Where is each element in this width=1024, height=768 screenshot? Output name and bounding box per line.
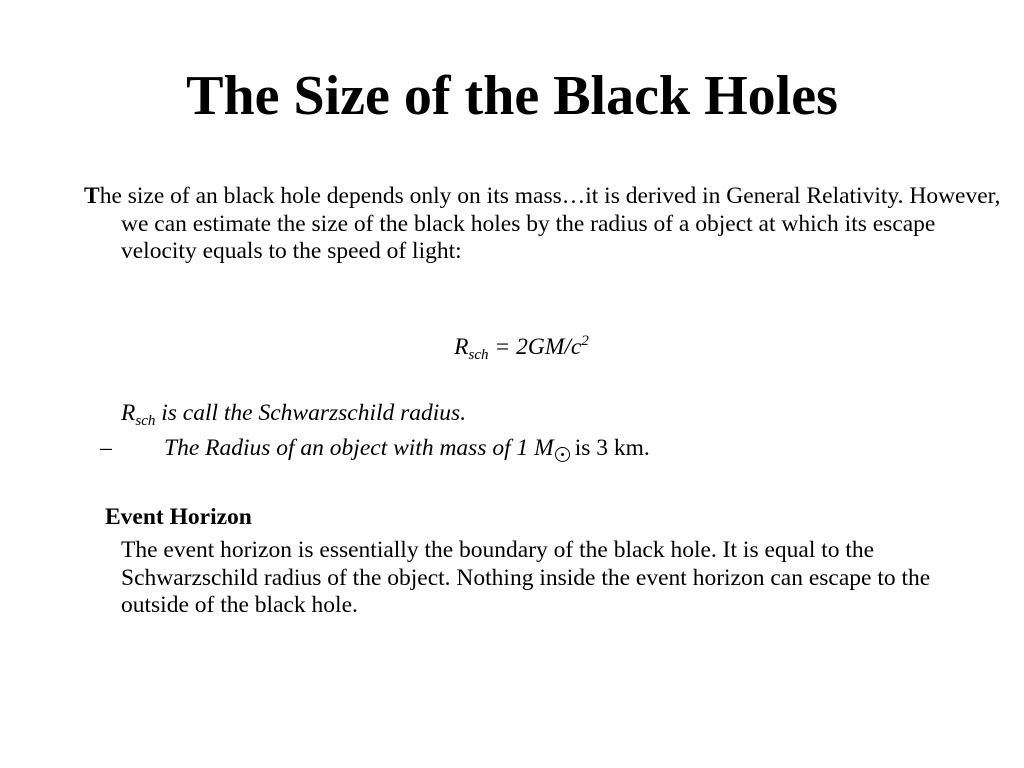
- formula-rhs: = 2GM/c: [488, 334, 582, 360]
- intro-paragraph: [84, 183, 1001, 266]
- schwarzschild-radius-definition: [121, 400, 961, 428]
- bullet-rest-text: is 3 km.: [574, 435, 650, 461]
- bullet-italic-text: The Radius of an object with mass of 1 M: [164, 435, 554, 461]
- formula-lhs: R: [454, 334, 469, 360]
- formula-exponent: 2: [581, 333, 589, 349]
- sun-symbol-icon: [555, 447, 570, 462]
- rsch-symbol: R: [121, 400, 136, 426]
- schwarzschild-formula: [0, 332, 1024, 362]
- event-horizon-body: The event horizon is essentially the boundary of the black hole. It is equal to the Schwarzschild radius of the object. Nothing inside the event horizon can escape to the outside of the black hole.: [121, 537, 931, 618]
- rsch-text: is call the Schwarzschild radius.: [155, 400, 467, 426]
- event-horizon-heading: Event Horizon: [105, 504, 252, 530]
- solar-mass-bullet: [100, 435, 960, 463]
- intro-initial-letter: T: [84, 183, 100, 209]
- intro-text: he size of an black hole depends only on its mass…it is derived in General Relativity. However, we can estimate the size of the black holes by the radius of a object at which its escape velocity equals to the speed of light:: [99, 183, 1001, 264]
- formula-lhs-subscript: sch: [468, 347, 489, 363]
- bullet-dash: –: [100, 435, 112, 461]
- rsch-subscript: sch: [135, 413, 156, 429]
- slide-title: The Size of the Black Holes: [186, 65, 838, 127]
